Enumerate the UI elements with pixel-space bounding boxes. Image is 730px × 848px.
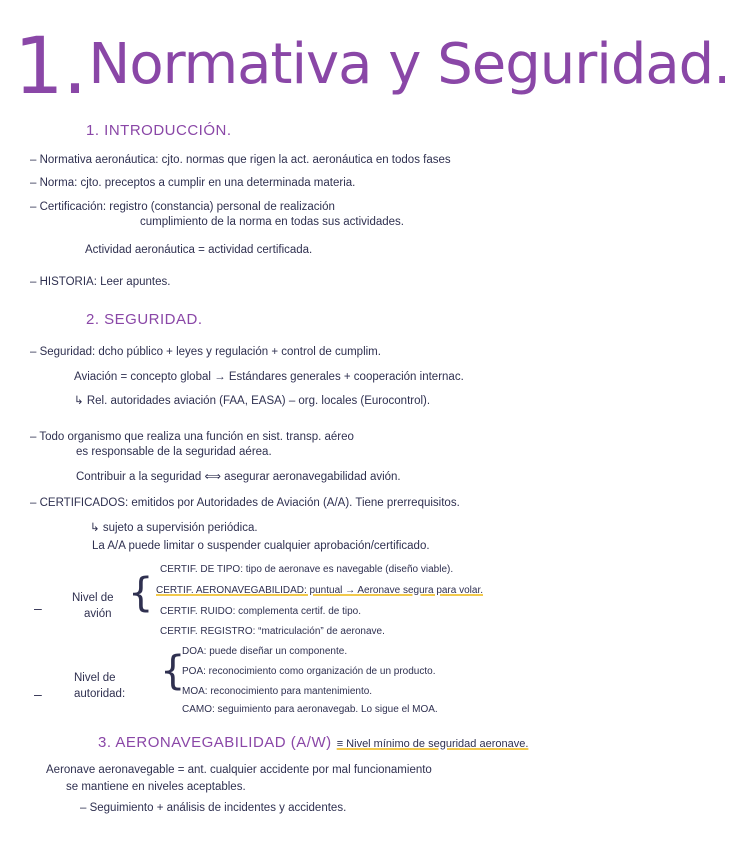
- seguridad-line-9: La A/A puede limitar o suspender cualquier aprobación/certificado.: [92, 540, 430, 552]
- aeronavegabilidad-line-2: se mantiene en niveles aceptables.: [66, 781, 246, 793]
- nivel-avion-item-1: CERTIF. DE TIPO: tipo de aeronave es navegable (diseño viable).: [160, 564, 454, 575]
- section-heading-aeronavegabilidad-row: [98, 732, 528, 751]
- intro-line-6: – HISTORIA: Leer apuntes.: [30, 276, 171, 288]
- seguridad-line-6: Contribuir a la seguridad ⟺ asegurar aeronavegabilidad avión.: [76, 471, 401, 483]
- seguridad-line-5: es responsable de la seguridad aérea.: [76, 446, 272, 458]
- intro-line-5: Actividad aeronáutica = actividad certificada.: [85, 244, 313, 256]
- nivel-autoridad-dash: –: [34, 686, 42, 702]
- seguridad-line-4: – Todo organismo que realiza una función en sist. transp. aéreo: [30, 431, 354, 443]
- intro-line-3: – Certificación: registro (constancia) personal de realización: [30, 201, 335, 213]
- section-heading-aeronavegabilidad: 3. AERONAVEGABILIDAD (A/W): [98, 734, 332, 751]
- seguridad-line-8: ↳ sujeto a supervisión periódica.: [90, 522, 258, 534]
- page-title: [14, 12, 730, 112]
- nivel-autoridad-label-2: autoridad:: [74, 688, 126, 700]
- nivel-autoridad-label-1: Nivel de: [74, 672, 116, 684]
- nivel-autoridad-item-2: POA: reconocimiento como organización de un producto.: [182, 666, 436, 677]
- intro-line-2: – Norma: cjto. preceptos a cumplir en una determinada materia.: [30, 177, 356, 189]
- nivel-autoridad-item-3: MOA: reconocimiento para mantenimiento.: [182, 686, 373, 697]
- nivel-avion-label-1: Nivel de: [72, 592, 114, 604]
- aeronavegabilidad-line-1: Aeronave aeronavegable = ant. cualquier accidente por mal funcionamiento: [46, 764, 432, 776]
- nivel-avion-dash: –: [34, 600, 42, 616]
- nivel-avion-item-2: CERTIF. AERONAVEGABILIDAD: puntual → Aeronave segura para volar.: [156, 585, 484, 596]
- aeronavegabilidad-definition: ≡ Nivel mínimo de seguridad aeronave.: [336, 738, 529, 750]
- nivel-avion-label-2: avión: [84, 608, 112, 620]
- nivel-avion-brace: {: [128, 570, 154, 616]
- title-number: 1.: [14, 22, 87, 112]
- certificados-text: – CERTIFICADOS: emitidos por Autoridades de Aviación (A/A).: [30, 497, 353, 509]
- seguridad-line-3: ↳ Rel. autoridades aviación (FAA, EASA) – org. locales (Eurocontrol).: [74, 395, 431, 407]
- nivel-avion-item-3: CERTIF. RUIDO: complementa certif. de tipo.: [160, 606, 361, 617]
- nivel-autoridad-brace: {: [160, 648, 186, 694]
- nivel-autoridad-item-4: CAMO: seguimiento para aeronavegab. Lo sigue el MOA.: [182, 704, 438, 715]
- seguridad-line-1: – Seguridad: dcho público + leyes y regulación + control de cumplim.: [30, 346, 381, 358]
- seguridad-line-2: Aviación = concepto global → Estándares generales + cooperación internac.: [74, 371, 464, 383]
- nivel-autoridad-item-1: DOA: puede diseñar un componente.: [182, 646, 348, 657]
- aeronavegabilidad-line-3: – Seguimiento + análisis de incidentes y accidentes.: [80, 802, 347, 814]
- section-heading-intro: 1. INTRODUCCIÓN.: [86, 122, 232, 139]
- title-text: Normativa y Seguridad.: [88, 32, 730, 97]
- intro-line-1: – Normativa aeronáutica: cjto. normas que rigen la act. aeronáutica en todos fases: [30, 154, 451, 166]
- section-heading-seguridad: 2. SEGURIDAD.: [86, 311, 203, 328]
- seguridad-line-7: [30, 497, 460, 509]
- intro-line-4: cumplimiento de la norma en todas sus actividades.: [140, 216, 405, 228]
- certificados-prereq: Tiene prerrequisitos.: [355, 497, 460, 509]
- nivel-avion-item-4: CERTIF. REGISTRO: “matriculación” de aeronave.: [160, 626, 385, 637]
